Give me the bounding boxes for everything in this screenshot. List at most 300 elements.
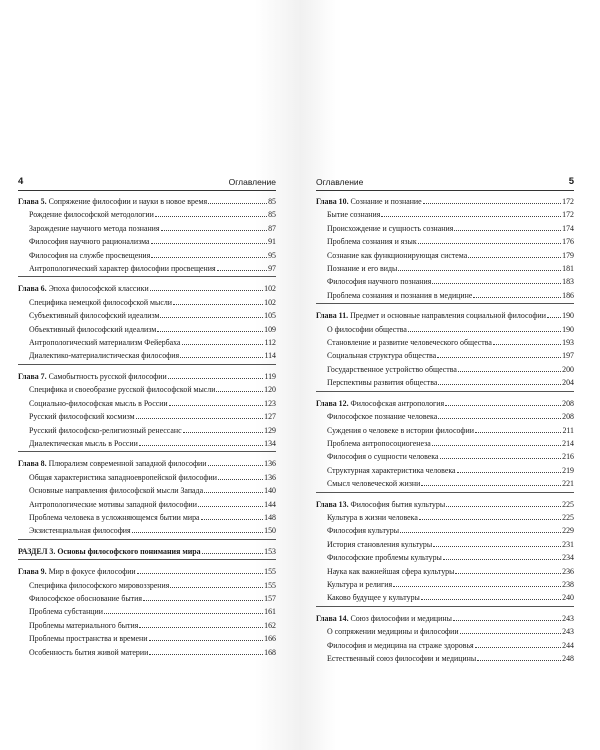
chapter-number: Глава 11. [316,311,349,321]
toc-entry [18,523,276,536]
entry-title: Специфика философского мировоззрения [29,580,170,590]
chapter-title: Самобытность русской философии [46,371,167,381]
entry-page-number: 219 [562,465,574,475]
entry-title: О философии общества [327,324,407,334]
toc-entry [18,578,276,591]
toc-section [316,497,574,607]
toc-section [18,369,276,452]
entry-title: Философия и медицина на страже здоровья [327,640,474,650]
entry-title: Русский философско-религиозный ренессанс [29,425,182,435]
dot-leader [208,456,264,466]
toc-entry [316,423,574,436]
dot-leader [150,281,263,291]
entry-title: Философия о сущности человека [327,452,439,462]
toc-chapter-entry [316,308,574,321]
chapter-title: Основы философского понимания мира [55,546,201,556]
chapter-number: Глава 14. [316,613,349,623]
toc-entry [316,221,574,234]
entry-page-number: 200 [562,364,574,374]
dot-leader [468,248,561,258]
chapter-page-number: 102 [264,284,276,294]
entry-title: Проблема антропосоциогенеза [327,438,431,448]
entry-page-number: 238 [562,579,574,589]
entry-page-number: 127 [264,412,276,422]
toc-entry [18,248,276,261]
entry-title: Антропологический характер философии просвещения [29,264,216,274]
toc-entry [18,322,276,335]
chapter-title: Плюрализм современной западной философии [46,459,207,469]
dot-leader [421,590,561,600]
toc-entry [316,436,574,449]
dot-leader [437,348,561,358]
dot-leader [161,221,268,231]
dot-leader [132,523,263,533]
dot-leader [432,274,561,284]
dot-leader [408,322,561,332]
right-table-of-contents [316,194,574,670]
toc-entry [316,564,574,577]
dot-leader [460,624,562,634]
chapter-label [316,613,452,624]
chapter-number: Глава 7. [18,371,47,381]
entry-page-number: 157 [264,593,276,603]
chapter-page-number: 136 [264,459,276,469]
toc-entry [316,476,574,489]
dot-leader [104,604,263,614]
toc-entry [316,523,574,536]
entry-page-number: 240 [562,593,574,603]
chapter-title: Мир в фокусе философии [46,567,136,577]
dot-leader [393,577,561,587]
entry-page-number: 197 [562,351,574,361]
chapter-number: Глава 12. [316,398,349,408]
dot-leader [455,564,561,574]
entry-page-number: 214 [562,438,574,448]
dot-leader [149,645,263,655]
dot-leader [155,207,267,217]
dot-leader [432,436,561,446]
entry-page-number: 186 [562,290,574,300]
toc-entry [316,463,574,476]
dot-leader [440,449,562,459]
dot-leader [438,375,561,385]
entry-page-number: 234 [562,553,574,563]
chapter-label [316,499,445,510]
toc-chapter-entry [316,611,574,624]
dot-leader [149,631,264,641]
dot-leader [168,369,264,379]
toc-entry [18,436,276,449]
chapter-title: Философская антропология [348,398,445,408]
entry-title: Философия на службе просвещения [29,250,151,260]
toc-entry [316,510,574,523]
dot-leader [136,409,264,419]
toc-entry [316,449,574,462]
entry-title: Познание и его виды [327,264,398,274]
chapter-number: Глава 9. [18,567,47,577]
toc-section [18,281,276,364]
entry-title: Философия научного рационализма [29,237,150,247]
toc-entry [18,409,276,422]
entry-page-number: 150 [264,526,276,536]
dot-leader [160,308,263,318]
entry-title: Культура и религия [327,579,393,589]
toc-entry [18,470,276,483]
entry-title: Проблема человека в усложняющемся бытии мира [29,512,200,522]
toc-section [316,611,574,667]
entry-page-number: 134 [264,438,276,448]
entry-page-number: 183 [562,277,574,287]
entry-title: Культура в жизни человека [327,512,418,522]
chapter-label [18,283,149,294]
chapter-page-number: 153 [264,546,276,556]
toc-section [18,544,276,560]
toc-chapter-entry [18,456,276,469]
dot-leader [475,423,561,433]
dot-leader [139,618,263,628]
entry-title: Специфика немецкой философской мысли [29,297,172,307]
entry-title: Философия научного познания [327,277,432,287]
toc-entry [18,207,276,220]
dot-leader [182,335,264,345]
running-head: Оглавление [316,177,364,187]
toc-entry [316,409,574,422]
chapter-number: Глава 8. [18,459,47,469]
dot-leader [418,234,561,244]
entry-title: Естественный союз философии и медицины [327,654,477,663]
dot-leader [398,261,561,271]
entry-title: Философское познание человека [327,412,438,422]
entry-page-number: 211 [562,425,574,435]
chapter-label [316,196,422,207]
dot-leader [438,409,561,419]
entry-title: Наука как важнейшая сфера культуры [327,566,455,576]
toc-entry [18,618,276,631]
dot-leader [458,362,561,372]
dot-leader [400,523,561,533]
toc-entry [18,348,276,361]
chapter-label [18,458,207,469]
entry-title: Бытие сознания [327,210,381,220]
left-table-of-contents [18,194,276,664]
entry-page-number: 109 [264,324,276,334]
toc-section [316,396,574,493]
entry-page-number: 162 [264,620,276,630]
chapter-page-number: 208 [562,398,574,408]
toc-entry [316,651,574,664]
dot-leader [419,510,561,520]
entry-page-number: 112 [264,338,276,348]
entry-title: Проблемы материального бытия [29,620,139,630]
toc-section [316,194,574,304]
entry-page-number: 248 [562,654,574,663]
entry-page-number: 172 [562,210,574,220]
chapter-page-number: 225 [562,499,574,509]
entry-page-number: 216 [562,452,574,462]
entry-title: Каково будущее у культуры [327,593,420,603]
toc-entry [18,510,276,523]
entry-title: Проблемы пространства и времени [29,634,148,644]
chapter-title: Предмет и основные направления социальной философии [348,311,546,321]
left-page-header [18,176,276,191]
toc-entry [18,308,276,321]
entry-page-number: 95 [268,250,276,260]
entry-title: Перспективы развития общества [327,378,438,388]
entry-title: Суждения о человеке в истории философии [327,425,474,435]
entry-page-number: 144 [264,499,276,509]
entry-title: Структурная характеристика человека [327,465,456,475]
chapter-number: Глава 5. [18,197,47,206]
toc-entry [18,382,276,395]
toc-entry [316,624,574,637]
toc-entry [316,248,574,261]
toc-entry [316,335,574,348]
toc-entry [316,550,574,563]
toc-entry [18,631,276,644]
toc-chapter-entry [18,544,276,557]
entry-title: Диалектическая мысль в России [29,438,138,448]
entry-title: Становление и развитие человеческого общества [327,338,492,348]
chapter-label [18,371,167,382]
entry-page-number: 168 [264,647,276,657]
toc-section [18,564,276,660]
dot-leader [453,611,561,621]
toc-entry [316,261,574,274]
entry-page-number: 243 [562,627,574,637]
chapter-label [18,566,136,577]
dot-leader [433,537,561,547]
dot-leader [421,476,561,486]
entry-page-number: 181 [562,264,574,274]
entry-page-number: 87 [268,223,276,233]
entry-title: Особенность бытия живой материи [29,647,149,657]
entry-title: Субъективный философский идеализм [29,311,160,321]
toc-entry [18,497,276,510]
dot-leader [216,382,263,392]
chapter-title: Сознание и познание [348,197,422,206]
chapter-number: Глава 13. [316,499,349,509]
entry-page-number: 166 [264,634,276,644]
dot-leader [208,194,267,204]
dot-leader [139,436,263,446]
entry-title: Государственное устройство общества [327,364,457,374]
chapter-page-number: 243 [562,613,574,623]
chapter-title: Союз философии и медицины [348,613,452,623]
entry-page-number: 225 [562,512,574,522]
toc-entry [316,375,574,388]
entry-page-number: 176 [562,237,574,247]
chapter-title: Эпоха философской классики [46,284,149,294]
entry-title: Проблема сознания и познания в медицине [327,290,473,300]
entry-title: Социально-философская мысль в России [29,398,168,408]
entry-page-number: 140 [264,486,276,496]
entry-title: История становления культуры [327,539,433,549]
dot-leader [198,497,263,507]
entry-page-number: 105 [264,311,276,321]
entry-title: Антропологический материализм Фейербаха [29,338,181,348]
dot-leader [493,335,561,345]
dot-leader [473,288,561,298]
toc-entry [18,261,276,274]
toc-entry [316,638,574,651]
toc-chapter-entry [316,497,574,510]
toc-section [18,194,276,277]
entry-title: Социальная структура общества [327,351,437,361]
chapter-page-number: 85 [268,197,276,206]
dot-leader [183,423,264,433]
entry-page-number: 129 [264,425,276,435]
dot-leader [180,348,263,358]
entry-title: Специфика и своеобразие русской философской мысли [29,385,216,395]
entry-page-number: 190 [562,324,574,334]
chapter-label [18,546,201,557]
running-head: Оглавление [228,177,276,187]
chapter-page-number: 119 [264,371,276,381]
toc-chapter-entry [18,564,276,577]
entry-title: Диалектико-материалистическая философия [29,351,180,361]
toc-entry [316,348,574,361]
toc-entry [316,362,574,375]
entry-title: О сопряжении медицины и философии [327,627,459,637]
page-number: 5 [568,176,574,187]
dot-leader [443,550,561,560]
chapter-number: РАЗДЕЛ 3. [18,546,56,556]
toc-chapter-entry [18,194,276,207]
toc-chapter-entry [18,281,276,294]
toc-entry [316,322,574,335]
dot-leader [151,234,268,244]
entry-title: Зарождение научного метода познания [29,223,160,233]
right-page-header [316,176,574,191]
toc-entry [18,591,276,604]
chapter-label [316,398,444,409]
entry-title: Основные направления философской мысли Запада [29,486,204,496]
entry-title: Русский философский космизм [29,412,135,422]
entry-page-number: 193 [562,338,574,348]
toc-entry [316,234,574,247]
entry-page-number: 179 [562,250,574,260]
dot-leader [547,308,561,318]
chapter-label [18,196,207,207]
chapter-number: Глава 10. [316,197,349,206]
entry-page-number: 221 [562,479,574,489]
entry-page-number: 148 [264,512,276,522]
dot-leader [217,261,267,271]
dot-leader [202,544,264,554]
toc-entry [18,295,276,308]
dot-leader [170,578,263,588]
dot-leader [151,248,267,258]
dot-leader [218,470,263,480]
toc-chapter-entry [18,369,276,382]
dot-leader [173,295,263,305]
toc-entry [316,274,574,287]
toc-entry [316,577,574,590]
entry-page-number: 161 [264,607,276,617]
entry-page-number: 204 [562,378,574,388]
dot-leader [475,638,561,648]
toc-chapter-entry [316,396,574,409]
chapter-page-number: 190 [562,311,574,321]
entry-page-number: 155 [264,580,276,590]
entry-title: Рождение философской методологии [29,210,154,220]
entry-title: Философия культуры [327,526,400,536]
toc-entry [316,590,574,603]
toc-entry [18,396,276,409]
entry-page-number: 236 [562,566,574,576]
dot-leader [446,497,561,507]
entry-page-number: 91 [268,237,276,247]
entry-page-number: 114 [264,351,276,361]
right-page [300,0,600,750]
entry-page-number: 174 [562,223,574,233]
toc-entry [18,234,276,247]
entry-page-number: 97 [268,264,276,274]
toc-entry [18,483,276,496]
dot-leader [169,396,264,406]
chapter-number: Глава 6. [18,284,47,294]
chapter-label [316,310,546,321]
dot-leader [457,463,562,473]
toc-section [18,456,276,539]
entry-title: Сознание как функционирующая система [327,250,468,260]
toc-entry [18,604,276,617]
toc-entry [18,423,276,436]
entry-page-number: 85 [268,210,276,220]
entry-page-number: 244 [562,640,574,650]
toc-entry [18,645,276,658]
chapter-title: Сопряжение философии и науки в новое время [46,197,208,206]
page-number: 4 [18,176,24,187]
toc-entry [18,335,276,348]
dot-leader [204,483,263,493]
entry-page-number: 102 [264,297,276,307]
entry-title: Антропологические мотивы западной философии [29,499,198,509]
chapter-title: Философия бытия культуры [348,499,446,509]
entry-title: Объективный философский идеализм [29,324,157,334]
toc-section [316,308,574,391]
entry-title: Общая характеристика западноевропейской философии [29,472,217,482]
toc-entry [316,288,574,301]
toc-entry [316,537,574,550]
entry-page-number: 231 [562,539,574,549]
dot-leader [477,651,561,661]
dot-leader [454,221,561,231]
entry-title: Экзистенциальная философия [29,526,131,536]
dot-leader [143,591,263,601]
chapter-page-number: 172 [562,197,574,206]
entry-page-number: 123 [264,398,276,408]
entry-page-number: 208 [562,412,574,422]
entry-page-number: 136 [264,472,276,482]
dot-leader [381,207,561,217]
entry-title: Смысл человеческой жизни [327,479,421,489]
entry-title: Проблема сознания и язык [327,237,417,247]
dot-leader [157,322,263,332]
chapter-page-number: 155 [264,567,276,577]
toc-entry [18,221,276,234]
entry-page-number: 229 [562,526,574,536]
toc-entry [316,207,574,220]
entry-title: Философское обоснование бытия [29,593,142,603]
dot-leader [445,396,561,406]
entry-title: Проблема субстанции [29,607,103,617]
entry-page-number: 120 [264,385,276,395]
entry-title: Философские проблемы культуры [327,553,442,563]
dot-leader [423,194,562,204]
toc-chapter-entry [316,194,574,207]
entry-title: Происхождение и сущность сознания [327,223,454,233]
